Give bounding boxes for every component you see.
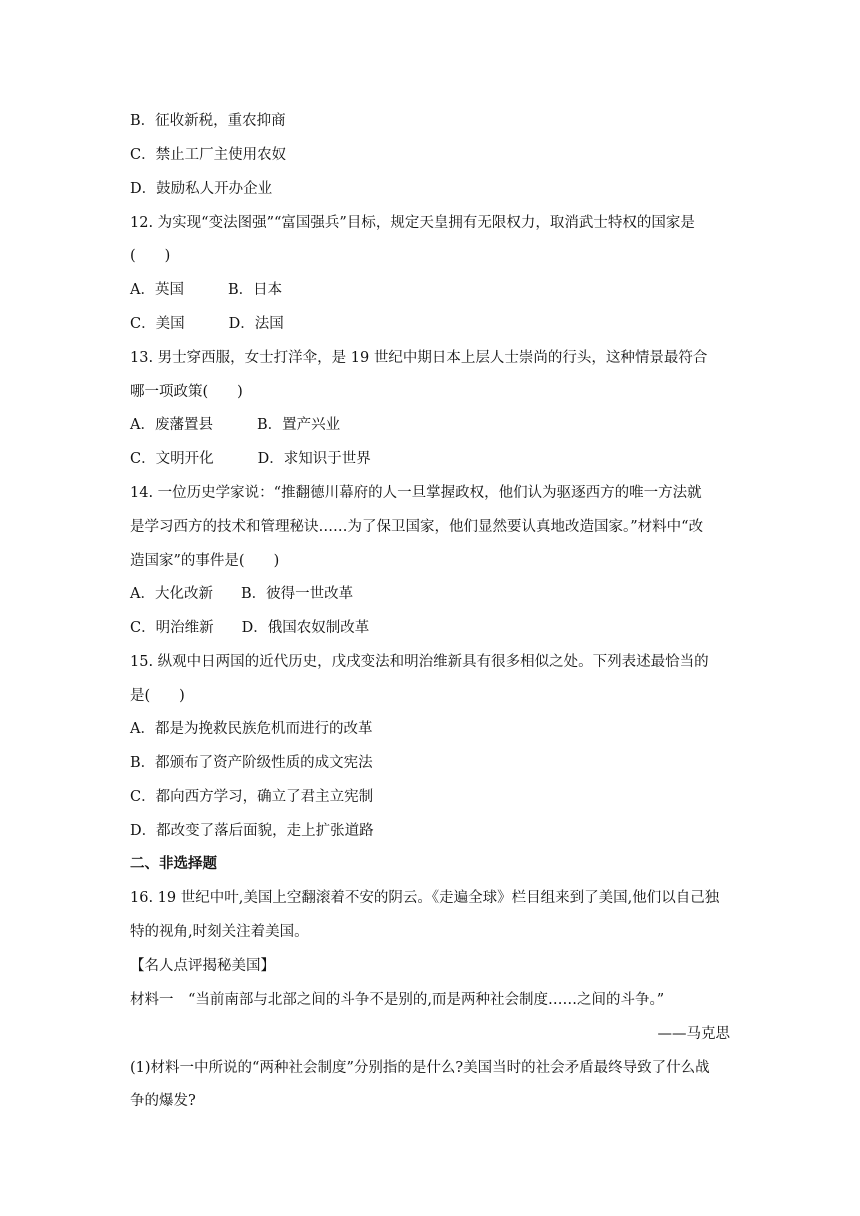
q16-subquestion-1-line2: 争的爆发? (130, 1093, 196, 1109)
q14-options-row-1 (130, 584, 353, 604)
q11-option-b: B．征收新税，重农抑商 (130, 113, 286, 129)
q12-option-a: A．英国 (130, 282, 184, 298)
q15-stem: 15. 纵观中日两国的近代历史，戊戌变法和明治维新具有很多相似之处。下列表述最恰当的 (130, 654, 709, 670)
q12-options-row-1 (130, 280, 282, 300)
q12-option-d: D．法国 (228, 316, 284, 332)
q13-stem-line2: 哪一项政策( ) (130, 384, 243, 400)
q11-option-c: C．禁止工厂主使用农奴 (130, 147, 287, 163)
q15-option-a: A．都是为挽救民族危机而进行的改革 (130, 721, 373, 737)
q14-stem-line2: 是学习西方的技术和管理秘诀……为了保卫国家，他们显然要认真地改造国家。”材料中“改 (130, 519, 704, 535)
q16-stem-line2: 特的视角,时刻关注着美国。 (130, 924, 309, 940)
section-title: 二、非选择题 (130, 855, 217, 872)
q13-option-b: B．置产兴业 (256, 417, 341, 433)
q14-option-d: D．俄国农奴制改革 (241, 620, 370, 636)
q16-subheading: 【名人点评揭秘美国】 (130, 958, 275, 974)
q16-stem: 16. 19 世纪中叶,美国上空翻滚着不安的阴云。《走遍全球》栏目组来到了美国,他们以自己独 (130, 890, 720, 906)
q13-option-d: D．求知识于世界 (257, 451, 371, 467)
q14-stem: 14. 一位历史学家说：“推翻德川幕府的人一旦掌握政权，他们认为驱逐西方的唯一方法就 (130, 485, 702, 501)
q15-option-b: B．都颁布了资产阶级性质的成文宪法 (130, 755, 373, 771)
q11-option-d: D．鼓励私人开办企业 (130, 181, 273, 197)
q14-stem-line3: 造国家”的事件是( ) (130, 553, 280, 569)
q13-stem: 13. 男士穿西服，女士打洋伞，是 19 世纪中期日本上层人士崇尚的行头，这种情景最符合 (130, 350, 708, 366)
q13-options-row-1 (130, 415, 340, 435)
q16-material-source: ——马克思 (657, 1026, 730, 1042)
q13-option-c: C．文明开化 (130, 451, 214, 467)
q13-options-row-2 (130, 449, 371, 469)
q16-material-1: 材料一 “当前南部与北部之间的斗争不是别的,而是两种社会制度……之间的斗争。” (130, 992, 665, 1008)
q12-option-b: B．日本 (227, 282, 283, 298)
q16-subquestion-1: (1)材料一中所说的“两种社会制度”分别指的是什么?美国当时的社会矛盾最终导致了什么战 (130, 1060, 710, 1076)
q15-option-c: C．都向西方学习，确立了君主立宪制 (130, 789, 374, 805)
q12-stem: 12. 为实现“变法图强”“富国强兵”目标，规定天皇拥有无限权力，取消武士特权的国家是 (130, 215, 695, 231)
q14-option-c: C．明治维新 (130, 620, 214, 636)
q12-options-row-2 (130, 314, 284, 334)
q15-stem-line2: 是( ) (130, 688, 185, 704)
q12-option-c: C．美国 (130, 316, 185, 332)
q15-option-d: D．都改变了落后面貌，走上扩张道路 (130, 823, 374, 839)
q14-option-a: A．大化改新 (130, 586, 213, 602)
q13-option-a: A．废藩置县 (130, 417, 213, 433)
q14-option-b: B．彼得一世改革 (240, 586, 354, 602)
q12-stem-bracket: ( ) (130, 248, 171, 264)
q14-options-row-2 (130, 618, 369, 638)
